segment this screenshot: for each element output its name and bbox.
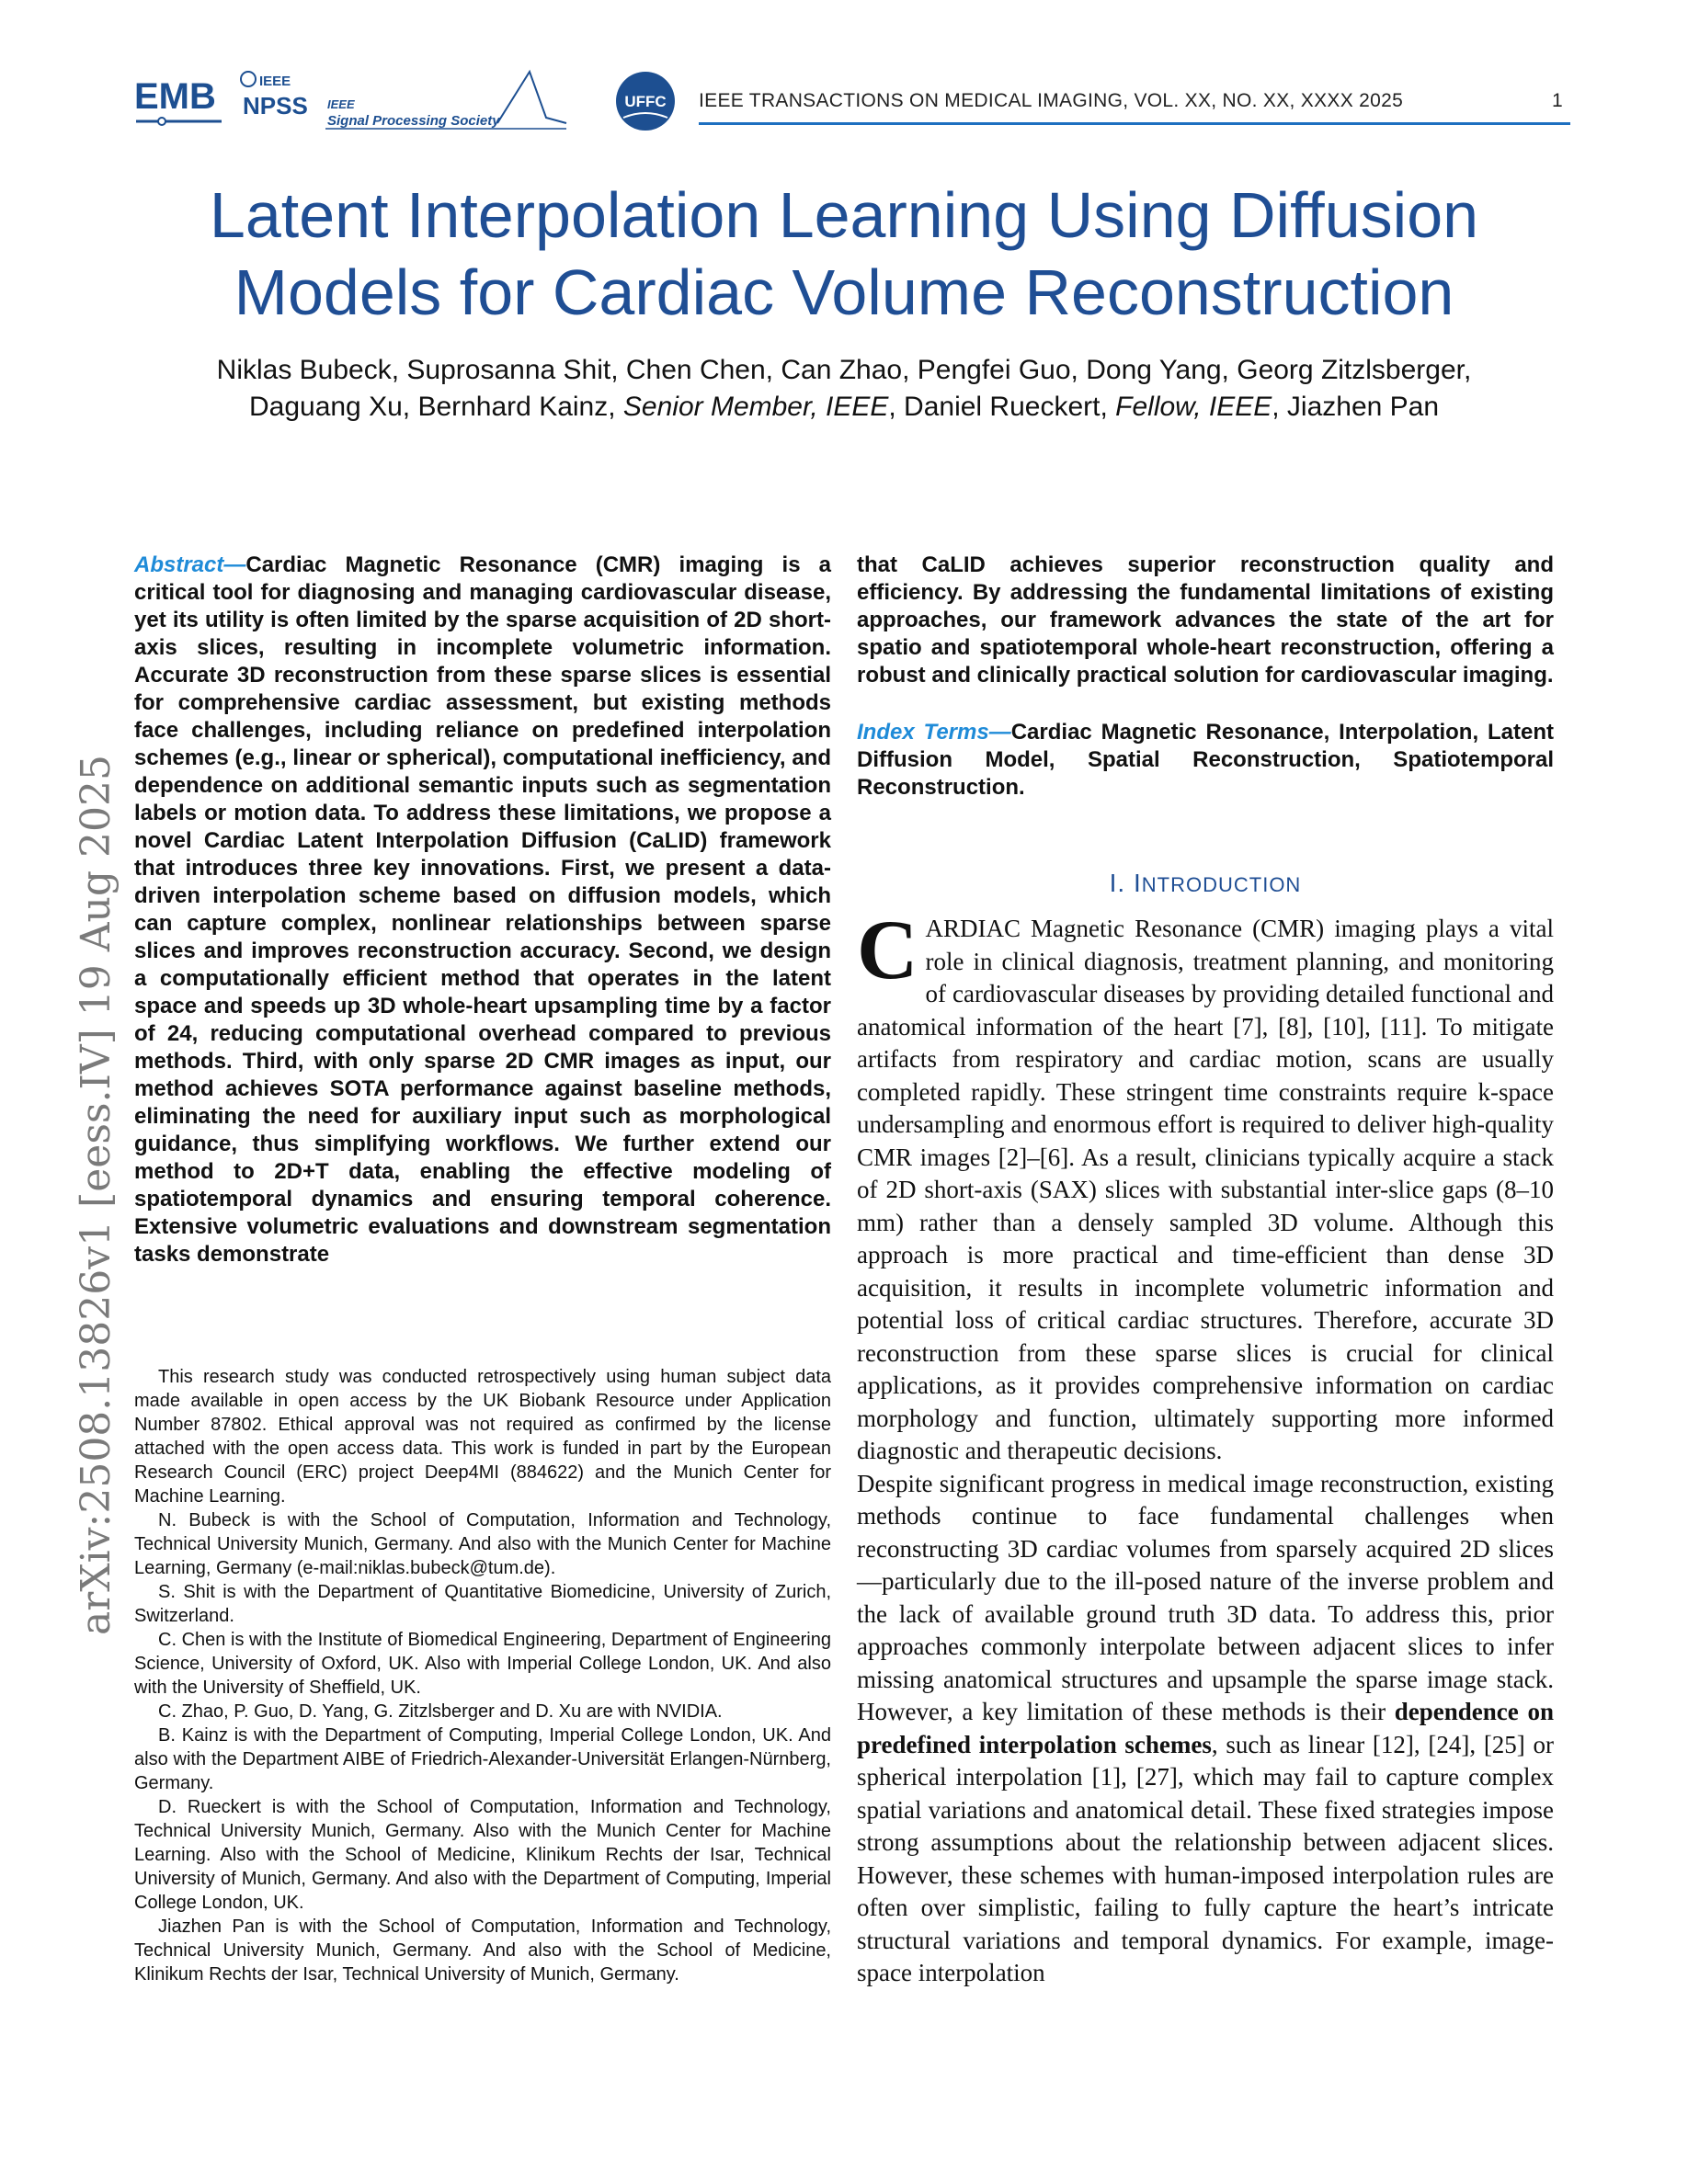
authors-line-2-a: Daguang Xu, Bernhard Kainz, <box>248 392 623 422</box>
npss-logo-text: NPSS <box>243 92 308 119</box>
uffc-logo <box>616 72 675 131</box>
footnote-affiliation: B. Kainz is with the Department of Computing, Imperial College London, UK. And also with the Department AIBE of Friedrich-Alexander-Universität Erlangen-Nürnberg, Germany. <box>134 1725 831 1793</box>
index-terms <box>857 719 1554 802</box>
author-list <box>0 352 1688 426</box>
footnote-affiliation: Jiazhen Pan is with the School of Computation, Information and Technology, Technical University Munich, Germany. And also with the School of Medicine, Klinikum Rechts der Isar, Technical University of Munich, Germany. <box>134 1917 831 1985</box>
footnote-affiliation: C. Chen is with the Institute of Biomedical Engineering, Department of Engineering Science, University of Oxford, UK. Also with Imperial College London, UK. And also with the University of Sheffield, UK. <box>134 1630 831 1698</box>
title-line-2: Models for Cardiac Volume Reconstruction <box>234 256 1454 328</box>
header-rule <box>699 122 1570 125</box>
intro-paragraph-2 <box>857 1468 1554 1990</box>
author-role-senior: Senior Member, IEEE <box>622 392 889 422</box>
section-numeral: I. <box>1109 869 1134 897</box>
authors-line-2-c: , Jiazhen Pan <box>1272 392 1440 422</box>
arxiv-side-stamp: arXiv:2508.13826v1 [eess.IV] 19 Aug 2025 <box>73 754 120 1636</box>
title-line-1: Latent Interpolation Learning Using Diffusion <box>209 179 1479 251</box>
uffc-logo-text: UFFC <box>624 93 667 110</box>
intro-paragraph-1 <box>857 903 1554 1468</box>
drop-cap: C <box>857 903 918 996</box>
section-heading <box>857 869 1554 898</box>
section-title-rest: NTRODUCTION <box>1141 873 1302 896</box>
affiliation-footnotes <box>134 1365 831 1986</box>
authors-line-1: Niklas Bubeck, Suprosanna Shit, Chen Chen, Can Zhao, Pengfei Guo, Dong Yang, Georg Zitzlsberger, <box>216 355 1472 385</box>
index-terms-text: Cardiac Magnetic Resonance, Interpolation, Latent Diffusion Model, Spatial Reconstruction, Spatiotemporal Reconstruction. <box>857 720 1554 800</box>
paper-title <box>0 176 1688 331</box>
sps-logo-text: Signal Processing Society <box>327 113 500 129</box>
abstract <box>134 552 831 1268</box>
intro-paragraph-1-text: ARDIAC Magnetic Resonance (CMR) imaging plays a vital role in clinical diagnosis, treatment planning, and monitoring of cardiovascular diseases by providing detailed functional and anatomical information of the heart [7], [8], [10], [11]. To mitigate artifacts from respiratory and cardiac motion, scans are usually completed rapidly. These stringent time constraints require k-space undersampling and enormous effort is required to deliver high-quality CMR images [2]–[6]. As a result, clinicians typically acquire a stack of 2D short-axis (SAX) slices with substantial inter-slice gaps (8–10 mm) rather than a densely sampled 3D volume. Although this approach is more practical and time-efficient than dense 3D acquisition, it results in incomplete volumetric information and potential loss of critical cardiac structures. Therefore, accurate 3D reconstruction from these sparse slices is crucial for clinical applications, as it provides comprehensive information on cardiac morphology and function, ultimately supporting more informed diagnostic and therapeutic decisions. <box>857 915 1554 1464</box>
footnote-affiliation: C. Zhao, P. Guo, D. Yang, G. Zitzlsberger and D. Xu are with NVIDIA. <box>158 1701 723 1722</box>
intro-paragraph-2-a: Despite significant progress in medical image reconstruction, existing methods continue to face fundamental challenges when reconstructing 3D cardiac volumes from sparsely acquired 2D slices—particularly due to the ill-posed nature of the inverse problem and the lack of available ground truth 3D data. To address this, prior approaches commonly interpolate between adjacent slices to infer missing anatomical structures and upsample the sparse image stack. However, a key limitation of these methods is their <box>857 1469 1554 1725</box>
author-role-fellow: Fellow, IEEE <box>1115 392 1272 422</box>
abstract-text-left: Cardiac Magnetic Resonance (CMR) imaging is a critical tool for diagnosing and managing cardiovascular disease, yet its utility is often limited by the sparse acquisition of 2D short-axis slices, resulting in incomplete volumetric information. Accurate 3D reconstruction from these sparse slices is essential for comprehensive cardiac assessment, but existing methods face challenges, including reliance on predefined interpolation schemes (e.g., linear or spherical), computational inefficiency, and dependence on additional semantic inputs such as segmentation labels or motion data. To address these limitations, we propose a novel Cardiac Latent Interpolation Diffusion (CaLID) framework that introduces three key innovations. First, we present a data-driven interpolation scheme based on diffusion models, which can capture complex, nonlinear relationships between sparse slices and improves reconstruction accuracy. Second, we design a computationally efficient method that operates in the latent space and speeds up 3D whole-heart upsampling time by a factor of 24, reducing computational overhead compared to previous methods. Third, with only sparse 2D CMR images as input, our method achieves SOTA performance against baseline methods, eliminating the need for auxiliary input such as morphological guidance, thus simplifying workflows. We further extend our method to 2D+T data, enabling the effective modeling of spatiotemporal dynamics and ensuring temporal coherence. Extensive volumetric evaluations and downstream segmentation tasks demonstrate <box>134 552 831 1267</box>
authors-line-2-b: , Daniel Rueckert, <box>888 392 1116 422</box>
section-title-first: I <box>1134 869 1142 897</box>
intro-emphasis: dependence on predefined interpolation schemes <box>857 1698 1554 1758</box>
abstract-label: Abstract— <box>134 552 246 577</box>
abstract-continued: that CaLID achieves superior reconstruction quality and efficiency. By addressing the fundamental limitations of existing approaches, our framework advances the state of the art for spatio and spatiotemporal whole-heart reconstruction, offering a robust and clinically practical solution for cardiovascular imaging. <box>857 552 1554 688</box>
ieee-npss-logo <box>241 72 308 119</box>
ieee-npss-ieee-text: IEEE <box>259 74 291 89</box>
intro-paragraph-2-b: , such as linear [12], [24], [25] or spherical interpolation [1], [27], which may fail to capture complex spatial variations and anatomical detail. These fixed strategies impose strong assumptions about the relationship between adjacent slices. However, these schemes with human-imposed interpolation rules are often over simplistic, failing to fully capture the heart’s intricate structural variations and temporal dynamics. For example, image-space interpolation <box>857 1730 1554 1986</box>
journal-header: IEEE TRANSACTIONS ON MEDICAL IMAGING, VOL. XX, NO. XX, XXXX 2025 <box>699 90 1404 111</box>
page-number: 1 <box>1552 90 1563 111</box>
index-terms-label: Index Terms— <box>857 720 1011 745</box>
introduction-body <box>857 903 1554 1990</box>
footnote-affiliation: D. Rueckert is with the School of Computation, Information and Technology, Technical University Munich, Germany. Also with the Munich Center for Machine Learning. Also with the School of Medicine, Klinikum Rechts der Isar, Technical University of Munich, Germany. And also with the Department of Computing, Imperial College London, UK. <box>134 1797 831 1913</box>
footnote-affiliation: N. Bubeck is with the School of Computation, Information and Technology, Technical University Munich, Germany. And also with the Munich Center for Machine Learning, Germany (e-mail:niklas.bubeck@tum.de). <box>134 1510 831 1578</box>
authors-line-2 <box>0 389 1688 426</box>
emb-logo-text: EMB <box>134 76 216 117</box>
society-logos <box>134 66 677 140</box>
emb-logo <box>134 76 222 125</box>
footnote-affiliation: S. Shit is with the Department of Quantitative Biomedicine, University of Zurich, Switzerland. <box>134 1582 831 1626</box>
signal-processing-society-logo <box>325 72 566 129</box>
sps-ieee-text: IEEE <box>327 97 355 111</box>
footnote-funding: This research study was conducted retrospectively using human subject data made available in open access by the UK Biobank Resource under Application Number 87802. Ethical approval was not required as confirmed by the license attached with the open access data. This work is funded in part by the European Research Council (ERC) project Deep4MI (884622) and the Munich Center for Machine Learning. <box>134 1367 831 1507</box>
